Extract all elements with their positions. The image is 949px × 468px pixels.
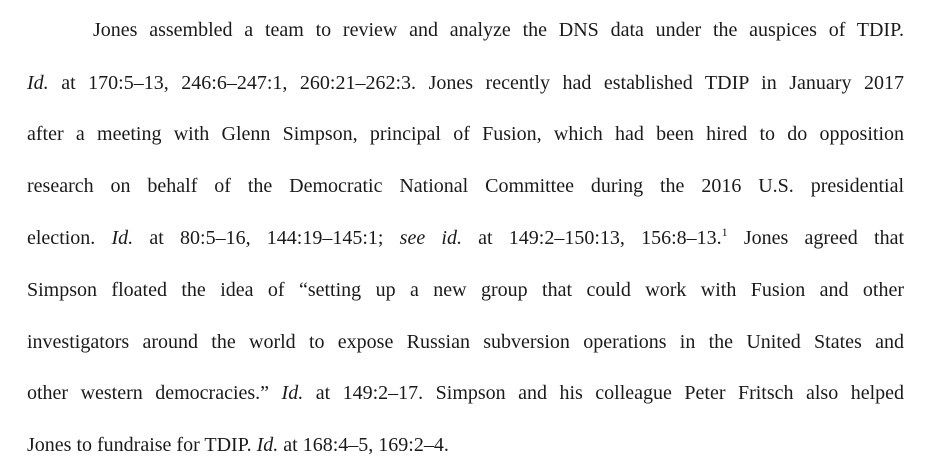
paragraph-line-8 bbox=[27, 381, 904, 405]
text-segment: Jones assembled a team to review and analyze the DNS data under the auspices of TDIP. bbox=[93, 19, 904, 41]
paragraph-line-4 bbox=[27, 174, 904, 198]
text-segment: after a meeting with Glenn Simpson, principal of Fusion, which had been hired to do opposition bbox=[27, 123, 904, 145]
citation-id: Id. bbox=[256, 434, 279, 456]
citation-see-id: see id. bbox=[399, 227, 462, 249]
text-segment: at 170:5–13, 246:6–247:1, 260:21–262:3. Jones recently had established TDIP in January 2017 bbox=[48, 72, 904, 94]
citation-id: Id. bbox=[111, 227, 134, 249]
citation-id: Id. bbox=[281, 382, 304, 404]
text-segment: election. bbox=[27, 227, 112, 249]
paragraph-line-2 bbox=[27, 71, 904, 95]
text-segment: at 168:4–5, 169:2–4. bbox=[278, 434, 449, 456]
text-segment: Jones to fundraise for TDIP. bbox=[27, 434, 257, 456]
text-segment: at 149:2–17. Simpson and his colleague Peter Fritsch also helped bbox=[303, 382, 905, 404]
citation-id: Id. bbox=[27, 72, 49, 94]
text-segment: at 80:5–16, 144:19–145:1; bbox=[133, 227, 400, 249]
text-segment: Simpson floated the idea of “setting up a new group that could work with Fusion and other bbox=[27, 279, 904, 301]
text-segment: research on behalf of the Democratic National Committee during the 2016 U.S. presidential bbox=[27, 175, 904, 197]
paragraph-line-1 bbox=[93, 18, 904, 42]
footnote-marker: 1 bbox=[721, 225, 728, 239]
paragraph-line-6 bbox=[27, 278, 904, 302]
text-segment: investigators around the world to expose Russian subversion operations in the United States and bbox=[27, 331, 904, 353]
text-segment: at 149:2–150:13, 156:8–13. bbox=[461, 227, 722, 249]
text-segment: other western democracies.” bbox=[27, 382, 282, 404]
paragraph-line-7 bbox=[27, 330, 904, 354]
paragraph-line-9 bbox=[27, 433, 449, 457]
paragraph-line-5 bbox=[27, 226, 904, 250]
paragraph-line-3 bbox=[27, 122, 904, 146]
text-segment: Jones agreed that bbox=[727, 227, 904, 249]
